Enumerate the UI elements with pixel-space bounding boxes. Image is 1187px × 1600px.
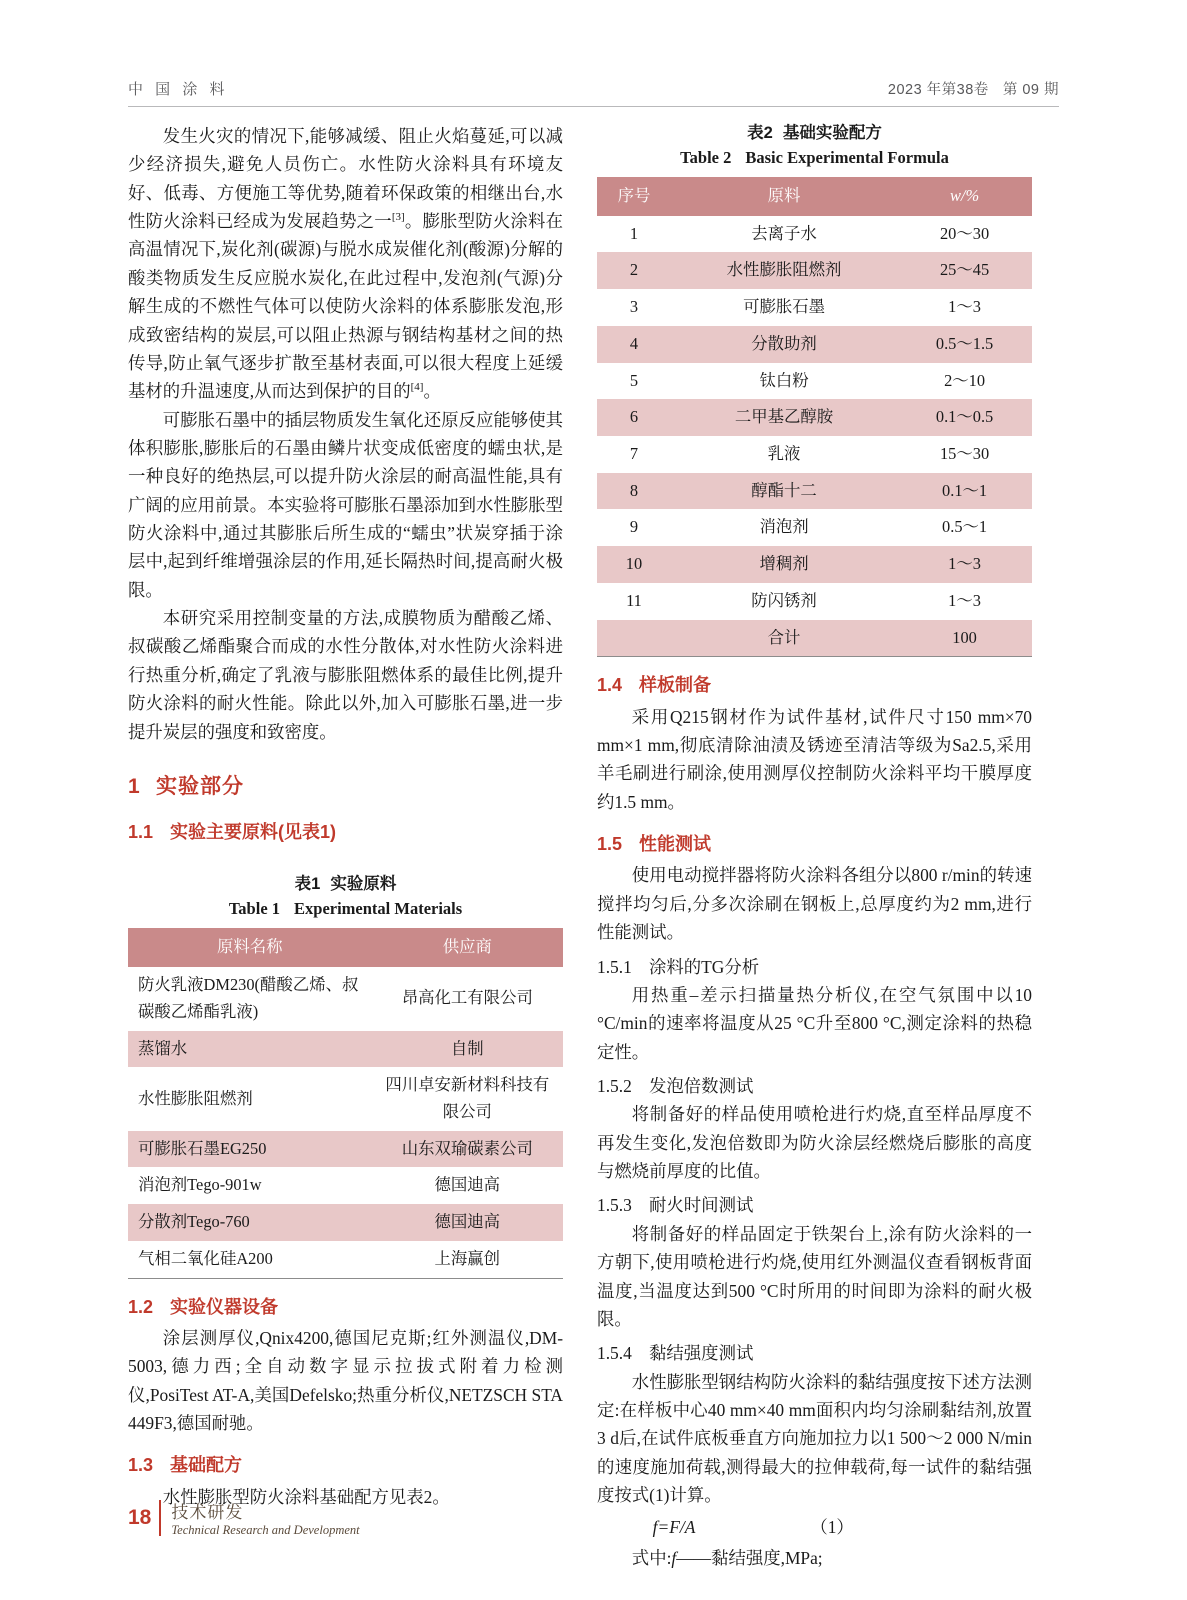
citation-4: [4] [410, 381, 424, 394]
formula-where-label: 式中: [631, 1547, 672, 1568]
section-1-5-2-body: 将制备好的样品使用喷枪进行灼烧,直至样品厚度不再发生变化,发泡倍数即为防火涂层经燃烧后膨胀的高度与燃烧前厚度的比值。 [597, 1104, 1032, 1182]
formula-where-text: ——黏结强度,MPa; [676, 1547, 823, 1568]
footer-divider [159, 1500, 161, 1536]
section-1-5-3-title: 耐火时间测试 [649, 1195, 754, 1216]
table-2-cell: 3 [597, 289, 671, 326]
table-2-title-cn: 基础实验配方 [782, 124, 882, 142]
table-2-cell: 去离子水 [671, 216, 897, 253]
table-1-cell: 消泡剂Tego-901w [128, 1167, 372, 1204]
section-1-4-title: 样板制备 [639, 675, 711, 696]
table-2-cell: 1～3 [897, 289, 1032, 326]
section-1-5-number: 1.5 [597, 834, 623, 855]
paragraph-2: 可膨胀石墨中的插层物质发生氧化还原反应能够使其体积膨胀,膨胀后的石墨由鳞片状变成低密度的蠕虫状,是一种良好的绝热层,可以提升防火涂层的耐高温性能,具有广阔的应用前景。本实验将可膨胀石墨添加到水性膨胀型防火涂料中,通过其膨胀后所生成的“蠕虫”状炭穿插于涂层中,起到纤维增强涂层的作用,延长隔热时间,提高耐火极限。 [128, 409, 563, 600]
table-2-label-en: Table 2 [680, 147, 732, 167]
table-2-cell: 10 [597, 546, 671, 583]
table-row [597, 399, 1032, 436]
footer-text-cn: 技术研发 [171, 1503, 244, 1522]
page-footer [128, 1498, 360, 1538]
table-row [128, 1031, 563, 1068]
table-2-header-row [597, 177, 1032, 216]
table-1-cell: 分散剂Tego-760 [128, 1204, 372, 1241]
section-1-1-number: 1.1 [128, 822, 154, 843]
table-1-header-supplier: 供应商 [372, 928, 563, 967]
section-1-2-number: 1.2 [128, 1296, 154, 1317]
table-row [597, 436, 1032, 473]
table-row [597, 546, 1032, 583]
section-1-4-number: 1.4 [597, 675, 623, 696]
table-row [128, 1067, 563, 1130]
section-1-5-1-number: 1.5.1 [597, 956, 632, 977]
table-2 [597, 177, 1032, 658]
table-1-cell: 可膨胀石墨EG250 [128, 1131, 372, 1168]
table-2-cell: 1～3 [897, 583, 1032, 620]
table-2-cell: 二甲基乙醇胺 [671, 399, 897, 436]
table-row [128, 967, 563, 1030]
section-1-5-1-title: 涂料的TG分析 [649, 956, 760, 977]
section-1-5-3-body: 将制备好的样品固定于铁架台上,涂有防火涂料的一方朝下,使用喷枪进行灼烧,使用红外测温仪查看钢板背面温度,当温度达到500 °C时所用的时间即为涂料的耐火极限。 [597, 1223, 1032, 1329]
table-2-cell: 0.5～1 [897, 509, 1032, 546]
table-2-cell: 0.5～1.5 [897, 326, 1032, 363]
table-row [597, 216, 1032, 253]
table-1-title-en: Experimental Materials [294, 899, 463, 919]
table-1-label-en: Table 1 [228, 899, 281, 919]
formula-number: （1） [810, 1517, 854, 1538]
table-2-cell: 0.1～0.5 [897, 399, 1032, 436]
table-2-cell: 25～45 [897, 252, 1032, 289]
table-1-cell: 昂高化工有限公司 [372, 967, 563, 1030]
table-1-block [128, 873, 563, 1278]
section-1-3-body: 水性膨胀型防火涂料基础配方见表2。 [162, 1486, 450, 1507]
table-1-cell: 水性膨胀阻燃剂 [128, 1067, 372, 1130]
table-2-cell: 15～30 [897, 436, 1032, 473]
table-2-cell-total-label: 合计 [671, 620, 897, 657]
section-1-3-number: 1.3 [128, 1455, 154, 1476]
table-1-cell: 德国迪高 [372, 1167, 563, 1204]
table-1-cell: 气相二氧化硅A200 [128, 1241, 372, 1278]
left-column [128, 122, 563, 1511]
issue-info [888, 78, 1059, 99]
table-row [597, 509, 1032, 546]
section-heading-1-1 [128, 818, 563, 847]
table-row [128, 1204, 563, 1241]
table-2-cell: 可膨胀石墨 [671, 289, 897, 326]
table-2-cell: 0.1～1 [897, 473, 1032, 510]
table-row [597, 289, 1032, 326]
table-1-label-cn: 表1 [294, 875, 321, 894]
table-row [128, 1131, 563, 1168]
paragraph-1-text: 发生火灾的情况下,能够减缓、阻止火焰蔓延,可以减少经济损失,避免人员伤亡。水性防火涂料具有环境友好、低毒、方便施工等优势,随着环保政策的相继出台,水性防火涂料已经成为发展趋势之一 [128, 126, 563, 232]
table-1-cell: 防火乳液DM230(醋酸乙烯、叔碳酸乙烯酯乳液) [128, 967, 372, 1030]
table-2-cell: 2 [597, 252, 671, 289]
table-2-cell: 6 [597, 399, 671, 436]
table-row [128, 1241, 563, 1278]
right-column [597, 122, 1032, 1572]
table-2-caption [597, 122, 1032, 170]
table-2-header-material: 原料 [671, 177, 897, 216]
formula-symbol: f [671, 1547, 677, 1568]
section-1-5-4-body: 水性膨胀型钢结构防火涂料的黏结强度按下述方法测定:在样板中心40 mm×40 mm面积内均匀涂刷黏结剂,放置3 d后,在试件底板垂直方向施加拉力以1 500～2 000 N/min的速度施加荷载,测得最大的拉伸载荷,每一试件的黏结强度按式(1)计算。 [597, 1371, 1032, 1506]
table-2-cell: 分散助剂 [671, 326, 897, 363]
table-1-cell: 自制 [372, 1031, 563, 1068]
formula-expression: f=F/A [652, 1517, 696, 1538]
section-heading-1-5-1 [597, 953, 1032, 981]
table-2-block [597, 122, 1032, 657]
table-row-total [597, 620, 1032, 657]
section-heading-1-5-2 [597, 1072, 1032, 1100]
section-1-1-title: 实验主要原料(见表1) [170, 822, 336, 843]
table-2-cell: 20～30 [897, 216, 1032, 253]
table-2-cell: 8 [597, 473, 671, 510]
page-header [128, 78, 1059, 107]
table-1-cell: 四川卓安新材料科技有限公司 [372, 1067, 563, 1130]
issue-year: 2023 年第38卷 [887, 82, 989, 98]
table-2-label-cn: 表2 [747, 124, 773, 142]
section-heading-1-5-4 [597, 1339, 1032, 1367]
journal-name: 中 国 涂 料 [128, 81, 229, 98]
table-2-cell [597, 620, 671, 657]
table-row [597, 363, 1032, 400]
section-1-title: 实验部分 [156, 774, 244, 798]
table-2-cell: 2～10 [897, 363, 1032, 400]
table-2-cell: 消泡剂 [671, 509, 897, 546]
section-1-5-3-number: 1.5.3 [597, 1195, 632, 1216]
paragraph-1 [128, 122, 563, 406]
table-2-cell: 防闪锈剂 [671, 583, 897, 620]
paragraph-1-end: 。 [423, 381, 441, 402]
issue-number: 第 09 期 [1002, 82, 1059, 98]
section-1-5-4-number: 1.5.4 [597, 1343, 632, 1364]
section-1-3-title: 基础配方 [170, 1455, 242, 1476]
table-2-cell: 乳液 [671, 436, 897, 473]
table-row [597, 473, 1032, 510]
page-number: 18 [128, 1506, 152, 1529]
formula-where [597, 1544, 1032, 1572]
footer-text-en: Technical Research and Development [171, 1523, 360, 1537]
table-2-cell: 1 [597, 216, 671, 253]
section-heading-1-5-3 [597, 1191, 1032, 1219]
table-1-header-row [128, 928, 563, 967]
table-row [597, 252, 1032, 289]
paragraph-1-cont: 。膨胀型防火涂料在高温情况下,炭化剂(碳源)与脱水成炭催化剂(酸源)分解的酸类物质发生反应脱水炭化,在此过程中,发泡剂(气源)分解生成的不燃性气体可以使防火涂料的体系膨胀发泡,形成致密结构的炭层,可以阻止热源与钢结构基材之间的热传导,防止氧气逐步扩散至基材表面,可以很大程度上延缓基材的升温速度,从而达到保护的目的 [128, 211, 563, 402]
table-row [597, 583, 1032, 620]
table-1-cell: 德国迪高 [372, 1204, 563, 1241]
section-1-5-4-title: 黏结强度测试 [649, 1343, 754, 1364]
section-heading-1-4 [597, 671, 1032, 700]
section-1-2-body: 涂层测厚仪,Qnix4200,德国尼克斯;红外测温仪,DM-5003,德力西;全自动数字显示拉拔式附着力检测仪,PosiTest AT-A,美国Defelsko;热重分析仪,NETZSCH STA 449F3,德国耐驰。 [128, 1327, 563, 1434]
table-2-cell: 钛白粉 [671, 363, 897, 400]
table-2-header-index: 序号 [597, 177, 671, 216]
table-1-caption [128, 873, 563, 921]
section-1-2-title: 实验仪器设备 [170, 1296, 278, 1317]
table-2-title-en: Basic Experimental Formula [745, 147, 949, 167]
table-1-header-material: 原料名称 [128, 928, 372, 967]
table-2-cell: 11 [597, 583, 671, 620]
table-2-cell: 水性膨胀阻燃剂 [671, 252, 897, 289]
formula-row [597, 1513, 1032, 1541]
section-heading-1-2 [128, 1293, 563, 1322]
section-1-5-2-number: 1.5.2 [597, 1076, 632, 1096]
section-heading-1-3 [128, 1451, 563, 1480]
table-1 [128, 928, 563, 1278]
footer-section-label [171, 1498, 359, 1538]
table-row [597, 326, 1032, 363]
table-1-cell: 山东双瑜碳素公司 [372, 1131, 563, 1168]
section-1-4-body: 采用Q215钢材作为试件基材,试件尺寸150 mm×70 mm×1 mm,彻底清除油渍及锈迹至清洁等级为Sa2.5,采用羊毛刷进行刷涂,使用测厚仪控制防火涂料平均干膜厚度约1.5 mm。 [597, 706, 1032, 812]
table-2-cell: 9 [597, 509, 671, 546]
section-1-number: 1 [128, 774, 141, 798]
table-2-cell: 醇酯十二 [671, 473, 897, 510]
section-1-5-body: 使用电动搅拌器将防火涂料各组分以800 r/min的转速搅拌均匀后,分多次涂刷在钢板上,总厚度约为2 mm,进行性能测试。 [597, 865, 1032, 943]
section-1-5-title: 性能测试 [639, 834, 711, 855]
table-2-cell-total-value: 100 [897, 620, 1032, 657]
paragraph-3: 本研究采用控制变量的方法,成膜物质为醋酸乙烯、叔碳酸乙烯酯聚合而成的水性分散体,对水性防火涂料进行热重分析,确定了乳液与膨胀阻燃体系的最佳比例,提升防火涂料的耐火性能。除此以外,加入可膨胀石墨,进一步提升炭层的强度和致密度。 [128, 608, 563, 742]
section-heading-1-5 [597, 830, 1032, 859]
section-1-5-2-title: 发泡倍数测试 [649, 1076, 754, 1096]
table-2-cell: 4 [597, 326, 671, 363]
section-1-5-1-body: 用热重–差示扫描量热分析仪,在空气氛围中以10 °C/min的速率将温度从25 °C升至800 °C,测定涂料的热稳定性。 [597, 984, 1032, 1062]
table-2-cell: 1～3 [897, 546, 1032, 583]
table-2-cell: 7 [597, 436, 671, 473]
citation-3: [3] [391, 211, 405, 224]
table-2-cell: 增稠剂 [671, 546, 897, 583]
table-row [128, 1167, 563, 1204]
table-2-cell: 5 [597, 363, 671, 400]
table-1-cell: 上海赢创 [372, 1241, 563, 1278]
table-2-header-weight: w/% [897, 177, 1032, 216]
table-1-title-cn: 实验原料 [330, 875, 397, 894]
section-heading-1 [128, 770, 563, 804]
table-1-cell: 蒸馏水 [128, 1031, 372, 1068]
